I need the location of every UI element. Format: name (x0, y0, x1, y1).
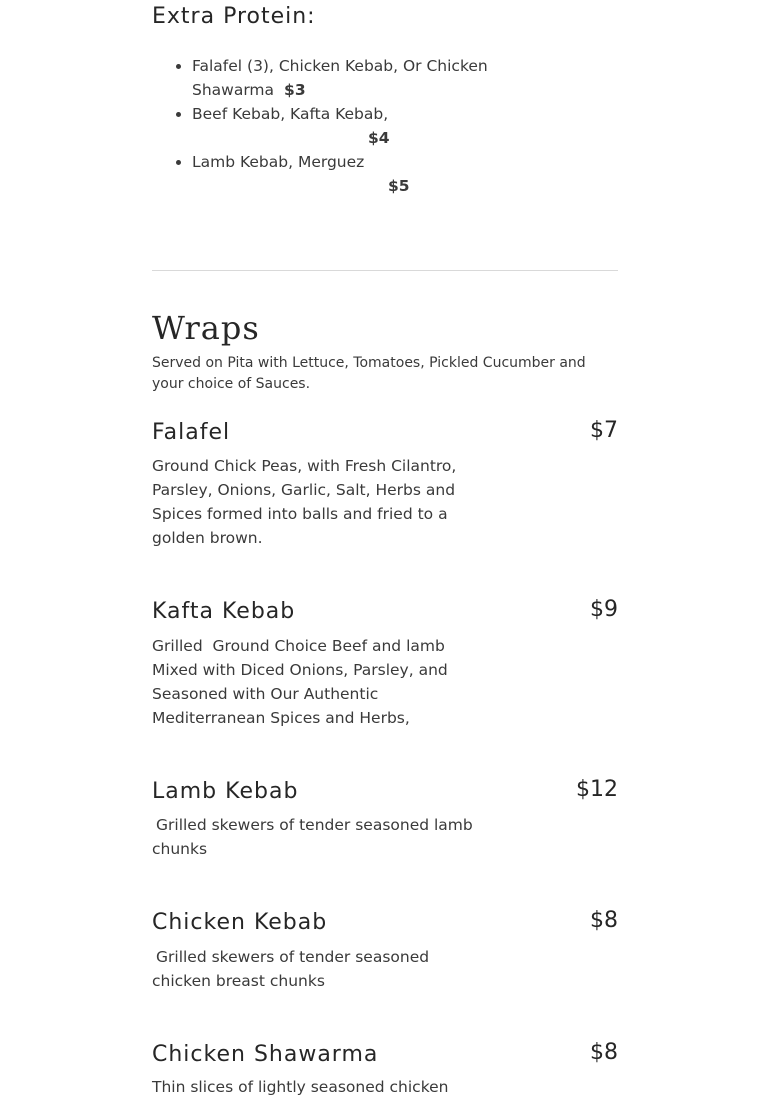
section-divider (152, 270, 618, 271)
extra-protein-price: $4 (368, 129, 390, 147)
menu-item-price: $8 (590, 1040, 618, 1065)
list-item (192, 102, 532, 150)
menu-item-description: Grilled skewers of tender seasoned chicken breast chunks (152, 948, 430, 990)
menu-item-name: Falafel (152, 420, 231, 445)
menu-item-price: $7 (590, 418, 618, 443)
menu-item-description: Ground Chick Peas, with Fresh Cilantro, Parsley, Onions, Garlic, Salt, Herbs and Spices formed into balls and fried to a golden brown. (152, 457, 457, 547)
menu-item-description: Grilled Ground Choice Beef and lamb Mixed with Diced Onions, Parsley, and Seasoned with Our Authentic Mediterranean Spices and Herbs, (152, 637, 453, 727)
extra-protein-label: Falafel (3), Chicken Kebab, Or Chicken Shawarma (192, 57, 488, 99)
menu-item-name: Chicken Kebab (152, 910, 328, 935)
list-item (192, 54, 532, 102)
extra-protein-price: $5 (388, 177, 410, 195)
menu-item-name: Chicken Shawarma (152, 1042, 379, 1067)
menu-item-name: Lamb Kebab (152, 779, 299, 804)
menu-item-description: Grilled skewers of tender seasoned lamb chunks (152, 816, 473, 858)
menu-item-price: $8 (590, 908, 618, 933)
menu-item-description: Thin slices of lightly seasoned chicken (152, 1078, 449, 1096)
list-item (192, 150, 532, 198)
menu-item-price: $9 (590, 597, 618, 622)
wraps-section-title: Wraps (152, 309, 260, 347)
menu-item-name: Kafta Kebab (152, 599, 296, 624)
extra-protein-label: Beef Kebab, Kafta Kebab, (192, 105, 389, 123)
extra-protein-label: Lamb Kebab, Merguez (192, 153, 365, 171)
extra-protein-price: $3 (284, 81, 306, 99)
wraps-section-description: Served on Pita with Lettuce, Tomatoes, Pickled Cucumber and your choice of Sauces. (152, 355, 586, 392)
extra-protein-title: Extra Protein: (152, 4, 316, 29)
menu-item-price: $12 (576, 777, 618, 802)
extra-protein-list (152, 54, 532, 198)
